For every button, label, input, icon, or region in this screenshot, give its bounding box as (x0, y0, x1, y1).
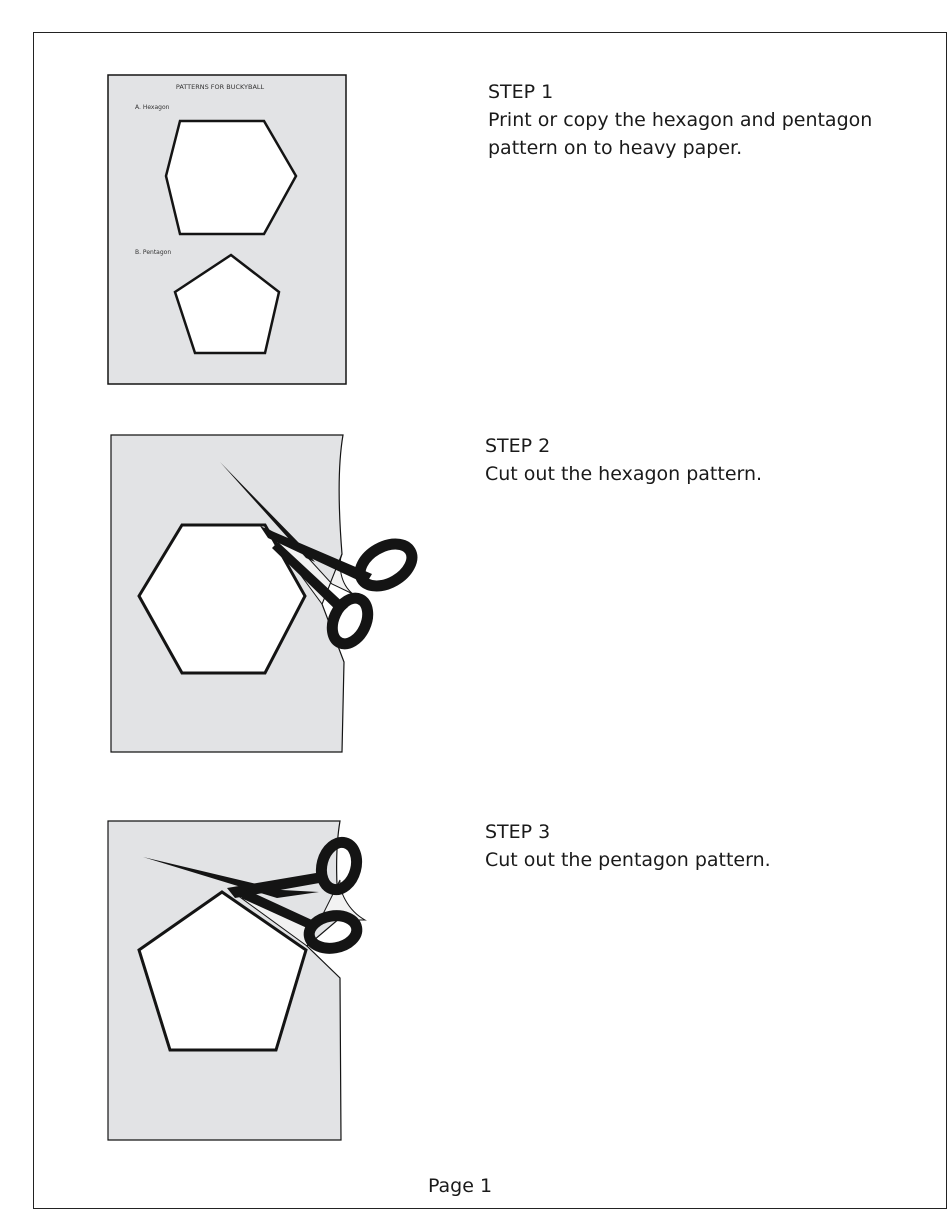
step-1-text-line-1: Print or copy the hexagon and pentagon (488, 109, 873, 131)
step2-cut-hexagon-illustration (110, 434, 420, 754)
step-1-title: STEP 1 (488, 81, 554, 103)
step1-pattern-sheet-illustration (107, 74, 347, 386)
step3-cut-pentagon-illustration (107, 820, 387, 1142)
pattern-sheet-title: PATTERNS FOR BUCKYBALL (175, 83, 265, 91)
pattern-label-hexagon: A. Hexagon (135, 104, 170, 111)
page-number: Page 1 (427, 1175, 493, 1197)
step-2-text-line-1: Cut out the hexagon pattern. (485, 463, 763, 485)
step-2-block (485, 432, 762, 488)
step-3-title: STEP 3 (485, 821, 551, 843)
step-3-block (485, 818, 771, 874)
pattern-label-pentagon: B. Pentagon (135, 249, 172, 256)
step-1-text-line-2: pattern on to heavy paper. (488, 137, 743, 159)
step-2-title: STEP 2 (485, 435, 551, 457)
step-3-text-line-1: Cut out the pentagon pattern. (485, 849, 771, 871)
step-1-block (488, 78, 872, 162)
